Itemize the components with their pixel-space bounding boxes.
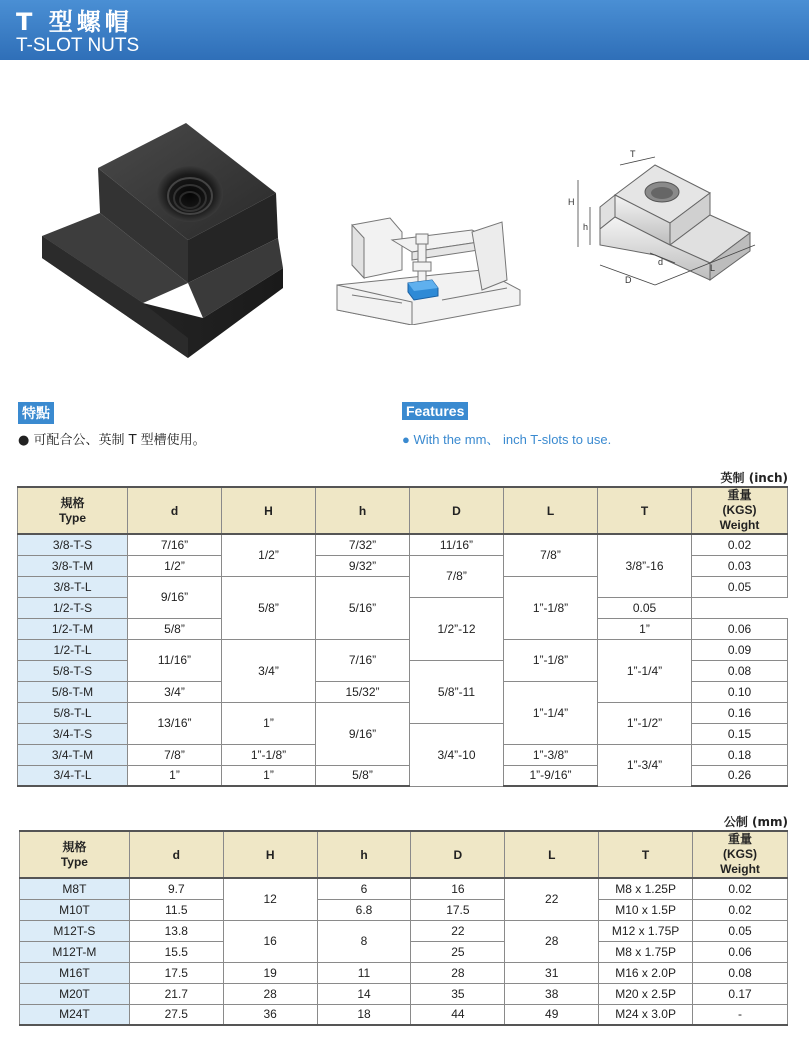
T-cell: 3/8”-16 [598,534,692,597]
D-cell: 1” [598,618,692,639]
D-cell: 28 [411,962,505,983]
dim-label-L: L [710,263,716,273]
col-header-weight: 重量 (KGS) Weight [693,831,788,878]
H-cell: 12 [223,878,317,920]
h-cell: 9/32” [316,555,410,576]
table-row [20,899,788,920]
D-cell: 1”-1/4” [504,681,598,744]
H-cell: 1” [222,702,316,744]
col-header-weight: 重量 (KGS) Weight [692,487,788,534]
title-banner [0,0,809,60]
type-cell: 1/2-T-S [18,597,128,618]
T-cell: M12 x 1.75P [599,920,693,941]
weight-cell: 0.06 [692,618,788,639]
inch-unit-label: 英制 (inch) [720,471,788,485]
type-cell: M16T [20,962,130,983]
weight-cell: 0.02 [692,534,788,555]
feature-item-en: ● With the mm、 inch T-slots to use. [402,432,612,447]
table-row [20,1004,788,1025]
type-cell: 3/8-T-S [18,534,128,555]
table-row [18,702,788,723]
L-cell: 1”-3/4” [598,744,692,786]
d-cell: 9/16” [128,576,222,618]
dim-label-T: T [630,149,636,159]
d-cell: 5/8” [128,618,222,639]
D-cell: 44 [411,1004,505,1025]
H-cell: 36 [223,1004,317,1025]
weight-cell: 0.05 [693,920,788,941]
L-cell: 38 [505,983,599,1004]
product-photo [38,118,298,363]
type-cell: M12T-S [20,920,130,941]
weight-cell: - [693,1004,788,1025]
page-title-en: T-SLOT NUTS [16,35,140,56]
weight-cell: 0.26 [692,765,788,786]
h-cell: 8 [317,920,411,962]
L-cell: 1”-1/8” [504,576,598,639]
weight-cell: 0.02 [693,899,788,920]
dim-label-h: h [583,222,589,232]
type-cell: 3/4-T-M [18,744,128,765]
type-cell: M24T [20,1004,130,1025]
dimension-drawing [550,135,775,315]
table-row [18,639,788,660]
L-cell: 22 [505,878,599,920]
dim-label-d: d [658,257,664,267]
D-cell: 22 [411,920,505,941]
col-header-type: 規格 Type [18,487,128,534]
col-header-type: 規格 Type [20,831,130,878]
T-cell: 5/8”-11 [410,660,504,723]
h-cell: 11 [317,962,411,983]
T-cell: M20 x 2.5P [599,983,693,1004]
D-cell: 1”-3/8” [504,744,598,765]
type-cell: 5/8-T-L [18,702,128,723]
col-header-D: D [411,831,505,878]
D-cell: 1”-1/8” [504,639,598,681]
weight-cell: 0.03 [692,555,788,576]
d-cell: 17.5 [129,962,223,983]
type-cell: M20T [20,983,130,1004]
h-cell: 15/32” [316,681,410,702]
d-cell: 11.5 [129,899,223,920]
mm-unit-label: 公制 (mm) [723,815,788,829]
type-cell: M10T [20,899,130,920]
col-header-L: L [505,831,599,878]
d-cell: 1” [128,765,222,786]
weight-cell: 0.17 [693,983,788,1004]
weight-cell: 0.10 [692,681,788,702]
type-cell: 3/4-T-S [18,723,128,744]
features-label-zh: 特點 [18,402,54,424]
type-cell: 1/2-T-M [18,618,128,639]
type-cell: 3/8-T-M [18,555,128,576]
L-cell: 1”-1/4” [598,639,692,702]
h-cell: 7/32” [316,534,410,555]
d-cell: 13/16” [128,702,222,744]
dim-label-H: H [568,197,575,207]
d-cell: 7/16” [128,534,222,555]
h-cell: 5/8” [316,765,410,786]
type-cell: M8T [20,878,130,899]
d-cell: 15.5 [129,941,223,962]
col-header-D: D [410,487,504,534]
type-cell: 5/8-T-M [18,681,128,702]
col-header-h: h [316,487,410,534]
D-cell: 7/8” [410,555,504,597]
weight-cell: 0.05 [598,597,692,618]
weight-cell: 0.18 [692,744,788,765]
weight-cell: 0.05 [692,576,788,597]
page-title-zh: T 型螺帽 [16,8,133,36]
type-cell: 3/8-T-L [18,576,128,597]
T-cell: M8 x 1.75P [599,941,693,962]
dim-label-D: D [625,275,632,285]
L-cell: 7/8” [504,534,598,576]
D-cell: 17.5 [411,899,505,920]
T-cell: 1/2”-12 [410,597,504,660]
h-cell: 6 [317,878,411,899]
H-cell: 16 [223,920,317,962]
weight-cell: 0.02 [693,878,788,899]
col-header-d: d [129,831,223,878]
d-cell: 1/2” [128,555,222,576]
d-cell: 9.7 [129,878,223,899]
T-cell: M8 x 1.25P [599,878,693,899]
L-cell: 31 [505,962,599,983]
features-label-en: Features [402,402,468,420]
T-cell: 3/4”-10 [410,723,504,786]
d-cell: 13.8 [129,920,223,941]
d-cell: 21.7 [129,983,223,1004]
inch-spec-table [17,486,788,787]
table-row [20,983,788,1004]
h-cell: 14 [317,983,411,1004]
type-cell: 1/2-T-L [18,639,128,660]
table-row [20,920,788,941]
H-cell: 1” [222,765,316,786]
T-cell: M10 x 1.5P [599,899,693,920]
L-cell: 1”-1/2” [598,702,692,744]
col-header-H: H [222,487,316,534]
h-cell: 18 [317,1004,411,1025]
D-cell: 1”-9/16” [504,765,598,786]
weight-cell: 0.08 [692,660,788,681]
H-cell: 28 [223,983,317,1004]
mm-spec-table [19,830,788,1026]
type-cell: 5/8-T-S [18,660,128,681]
h-cell: 6.8 [317,899,411,920]
L-cell: 28 [505,920,599,962]
h-cell: 7/16” [316,639,410,681]
H-cell: 1”-1/8” [222,744,316,765]
D-cell: 25 [411,941,505,962]
table-row [18,534,788,555]
col-header-T: T [599,831,693,878]
D-cell: 35 [411,983,505,1004]
L-cell: 49 [505,1004,599,1025]
h-cell: 9/16” [316,702,410,765]
D-cell: 16 [411,878,505,899]
col-header-T: T [598,487,692,534]
d-cell: 3/4” [128,681,222,702]
weight-cell: 0.09 [692,639,788,660]
type-cell: M12T-M [20,941,130,962]
D-cell: 11/16” [410,534,504,555]
application-illustration [332,210,522,325]
H-cell: 3/4” [222,639,316,702]
col-header-L: L [504,487,598,534]
H-cell: 5/8” [222,576,316,639]
col-header-h: h [317,831,411,878]
T-cell: M24 x 3.0P [599,1004,693,1025]
table-row [20,962,788,983]
d-cell: 27.5 [129,1004,223,1025]
col-header-H: H [223,831,317,878]
col-header-d: d [128,487,222,534]
weight-cell: 0.16 [692,702,788,723]
table-row [20,878,788,899]
weight-cell: 0.06 [693,941,788,962]
h-cell: 5/16” [316,576,410,639]
T-cell: M16 x 2.0P [599,962,693,983]
H-cell: 1/2” [222,534,316,576]
d-cell: 7/8” [128,744,222,765]
type-cell: 3/4-T-L [18,765,128,786]
feature-item-zh: ● 可配合公、英制 T 型槽使用。 [18,433,206,448]
H-cell: 19 [223,962,317,983]
d-cell: 11/16” [128,639,222,681]
weight-cell: 0.15 [692,723,788,744]
weight-cell: 0.08 [693,962,788,983]
